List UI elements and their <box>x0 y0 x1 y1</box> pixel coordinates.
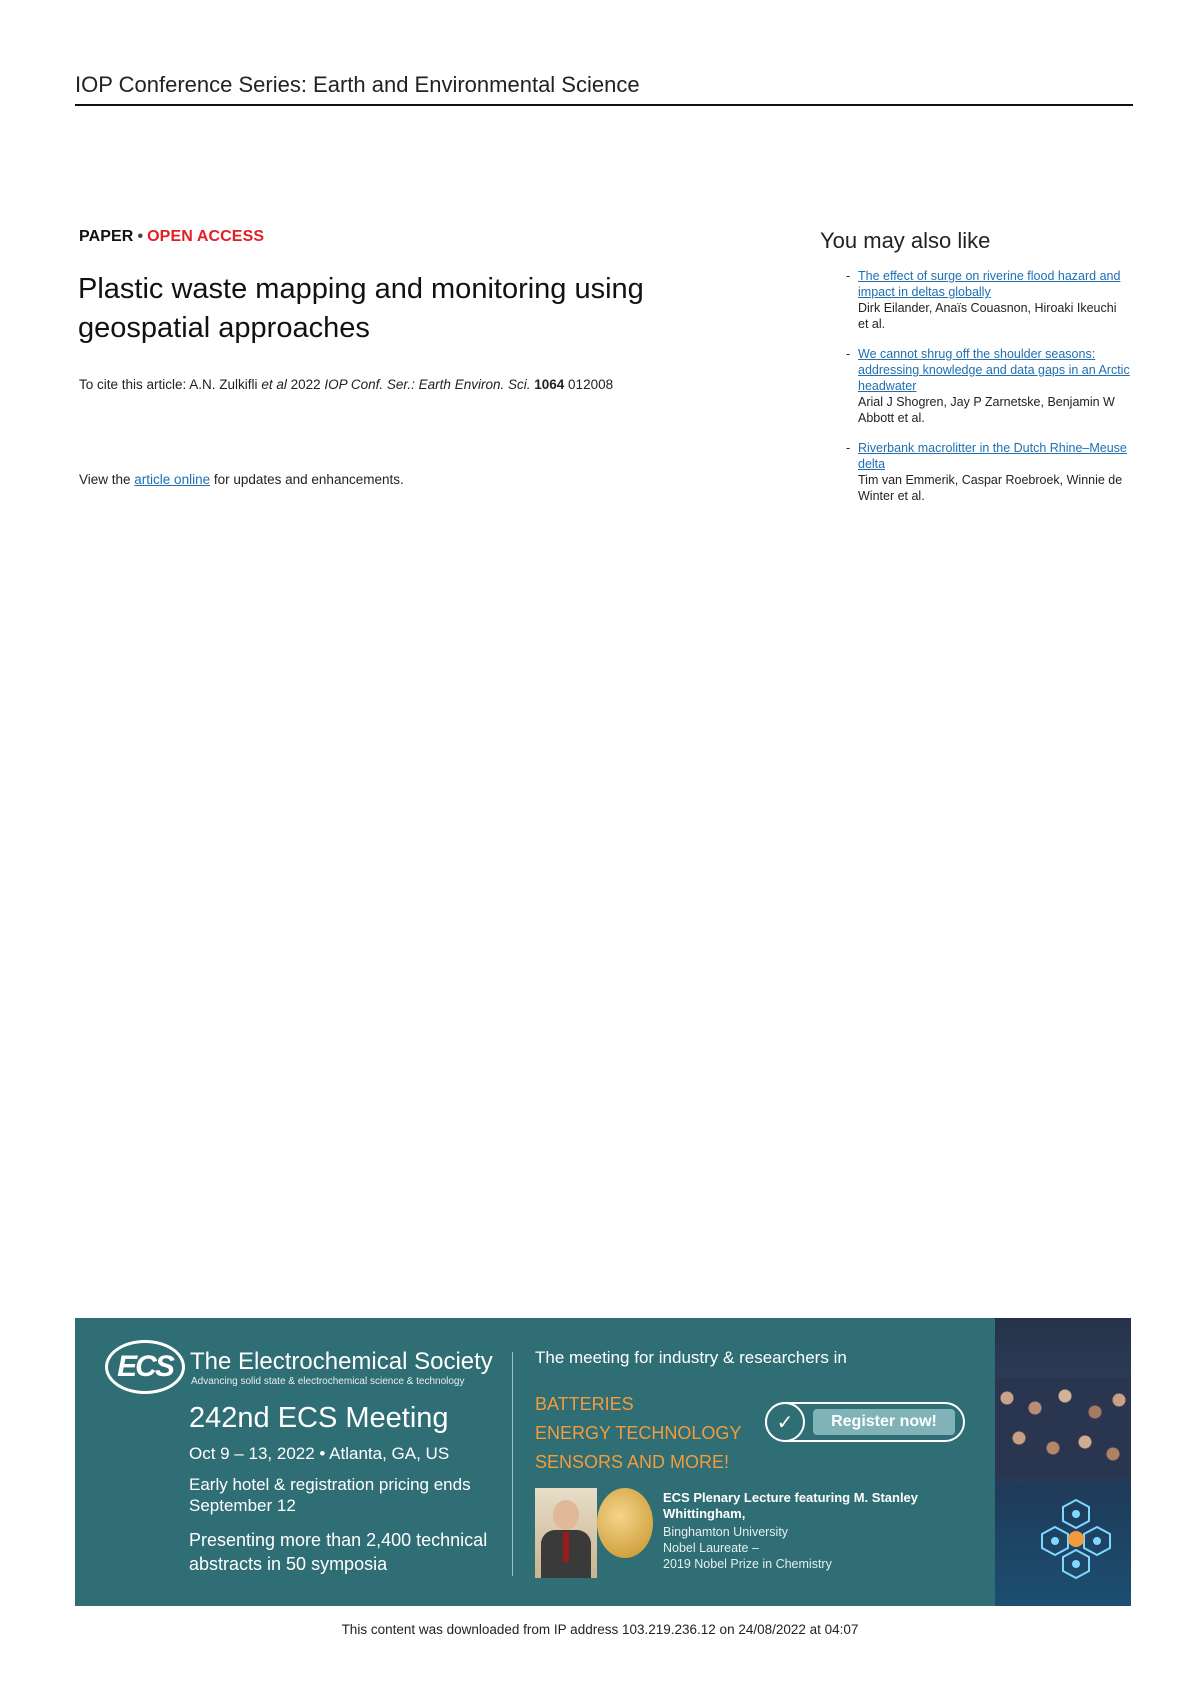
check-circle-icon: ✓ <box>765 1402 805 1442</box>
abstracts-note: Presenting more than 2,400 technical abstracts in 50 symposia <box>189 1530 488 1574</box>
audience-crowd-image <box>995 1378 1131 1478</box>
lecture-detail-line: Nobel Laureate – <box>663 1541 759 1555</box>
topic-item: BATTERIES <box>535 1394 634 1414</box>
hexagon-tech-icon <box>1031 1494 1121 1584</box>
lecture-detail-line: Binghamton University <box>663 1525 789 1539</box>
paper-label: PAPER <box>79 228 134 245</box>
early-pricing-note: Early hotel & registration pricing ends September 12 <box>189 1475 471 1515</box>
citation-prefix: To cite this article: A.N. Zulkifli <box>79 377 262 392</box>
related-item <box>820 268 1130 332</box>
related-item <box>820 346 1130 426</box>
related-item-authors: Tim van Emmerik, Caspar Roebroek, Winnie de Winter et al. <box>858 473 1123 503</box>
related-item-title-link[interactable]: We cannot shrug off the shoulder seasons: addressing knowledge and data gaps in an Arctic headwater <box>858 347 1130 393</box>
meeting-for-text: The meeting for industry & researchers in <box>535 1348 847 1367</box>
list-dash: - <box>846 347 851 361</box>
lecturer-tie <box>563 1532 569 1562</box>
article-online-link[interactable]: article online <box>134 472 211 487</box>
citation-year: 2022 <box>286 377 325 392</box>
view-online-line <box>79 472 404 487</box>
related-item-authors: Dirk Eilander, Anaïs Couasnon, Hiroaki Ikeuchi et al. <box>858 301 1117 331</box>
lecturer-photo <box>535 1488 597 1578</box>
ecs-logo: ECS <box>105 1340 185 1394</box>
meeting-name: 242nd ECS Meeting <box>189 1402 449 1434</box>
lecture-detail-line: 2019 Nobel Prize in Chemistry <box>663 1557 832 1571</box>
citation-volume: 1064 <box>534 377 565 392</box>
topic-item: SENSORS AND MORE! <box>535 1452 730 1472</box>
related-item <box>820 440 1130 504</box>
view-online-prefix: View the <box>79 472 135 487</box>
topics-list <box>535 1390 741 1477</box>
topic-item: ENERGY TECHNOLOGY <box>535 1423 742 1443</box>
tag-separator: • <box>137 228 144 245</box>
list-dash: - <box>846 269 851 283</box>
citation-article-number: 012008 <box>564 377 614 392</box>
citation-line <box>79 377 759 392</box>
ecs-advertisement-banner[interactable] <box>75 1318 1131 1606</box>
society-name: The Electrochemical Society <box>190 1348 493 1375</box>
banner-divider <box>512 1352 513 1576</box>
meeting-date: Oct 9 – 13, 2022 • Atlanta, GA, US <box>189 1444 450 1463</box>
banner-photo-panel <box>995 1318 1131 1606</box>
list-dash: - <box>846 441 851 455</box>
citation-etal: et al <box>261 377 287 392</box>
paper-tag <box>79 228 264 246</box>
society-tagline: Advancing solid state & electrochemical science & technology <box>191 1376 465 1387</box>
lecturer-head <box>553 1500 579 1530</box>
register-now-label: Register now! <box>813 1409 955 1435</box>
paper-title: Plastic waste mapping and monitoring using geospatial approaches <box>78 273 644 344</box>
banner-middle-panel <box>535 1318 995 1606</box>
banner-left-panel <box>75 1318 513 1606</box>
related-item-title-link[interactable]: The effect of surge on riverine flood hazard and impact in deltas globally <box>858 269 1121 299</box>
open-access-label: OPEN ACCESS <box>147 228 265 245</box>
related-articles <box>820 228 1130 518</box>
citation-journal: IOP Conf. Ser.: Earth Environ. Sci. <box>324 377 531 392</box>
lecture-details <box>663 1524 993 1572</box>
register-now-button[interactable] <box>765 1402 965 1442</box>
view-online-suffix: for updates and enhancements. <box>210 472 404 487</box>
nobel-medal-icon <box>597 1488 653 1558</box>
related-item-authors: Arial J Shogren, Jay P Zarnetske, Benjamin W Abbott et al. <box>858 395 1115 425</box>
related-item-title-link[interactable]: Riverbank macrolitter in the Dutch Rhine–Meuse delta <box>858 441 1127 471</box>
download-note: This content was downloaded from IP address 103.219.236.12 on 24/08/2022 at 04:07 <box>341 1622 859 1637</box>
lecture-heading: ECS Plenary Lecture featuring M. Stanley Whittingham, <box>663 1490 919 1521</box>
related-list <box>820 268 1130 504</box>
journal-header: IOP Conference Series: Earth and Environmental Science <box>75 72 1133 106</box>
related-heading: You may also like <box>820 228 991 253</box>
